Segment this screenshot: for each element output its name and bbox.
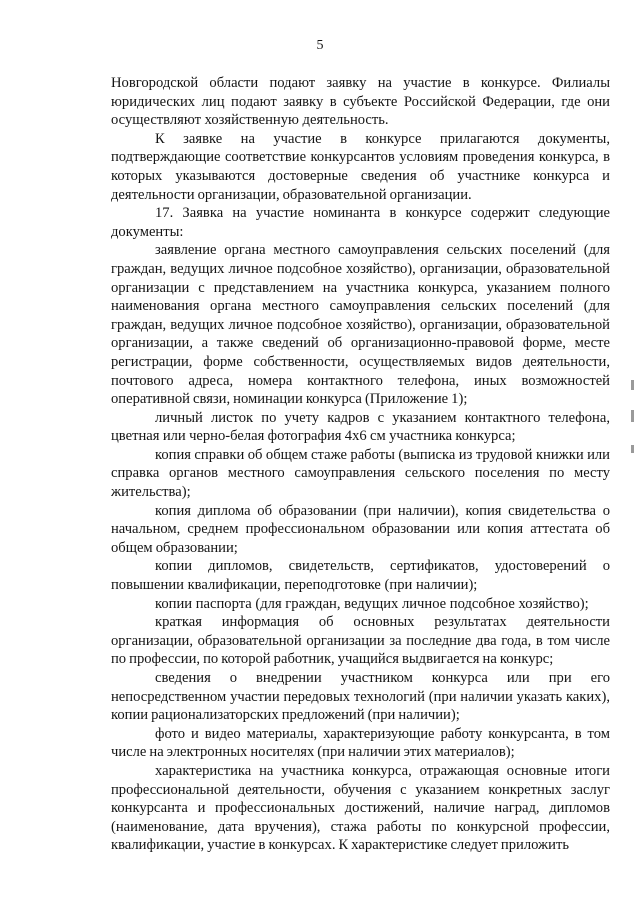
paragraph-education-diploma: копия диплома об образовании (при наличии), копия свидетельства о начальном, среднем профессиональном образовании или копия аттестата об общем образовании; xyxy=(111,502,610,556)
page-number: 5 xyxy=(316,38,324,53)
paragraph-certificates: копии дипломов, свидетельств, сертификатов, удостоверений о повышении квалификации, переподготовке (при наличии); xyxy=(111,558,610,594)
paragraph-technologies: сведения о внедрении участником конкурса или при его непосредственном участии передовых технологий (при наличии указать каких), копии рационализаторских предложений (при наличии); xyxy=(111,670,610,724)
paragraph-characteristic: характеристика на участника конкурса, отражающая основные итоги профессиональной деятельности, обучения с указанием конкретных заслуг конкурсанта и профессиональных достижений, наличие наград, дипломов (наименование, дата вручения), стажа работы по конкурсной профессии, квалификации, участие в конкурсах. К характеристике следует приложить xyxy=(111,762,610,854)
document-body xyxy=(111,74,610,855)
paragraph-personnel-sheet: личный листок по учету кадров с указанием контактного телефона, цветная или черно-белая фотография 4х6 см участника конкурса; xyxy=(111,409,610,445)
paragraph-passport: копии паспорта (для граждан, ведущих личное подсобное хозяйство); xyxy=(155,595,589,612)
paragraph-work-experience: копия справки об общем стаже работы (выписка из трудовой книжки или справка органов местного самоуправления сельского поселения по месту жительства); xyxy=(111,446,610,501)
paragraph-branches: Новгородской области подают заявку на участие в конкурсе. Филиалы юридических лиц подают заявку в субъекте Российской Федерации, где они осуществляют хозяйственную деятельность. xyxy=(111,75,610,129)
scan-edge-mark xyxy=(631,445,634,453)
scan-edge-mark xyxy=(631,410,634,422)
paragraph-photo-video: фото и видео материалы, характеризующие работу конкурсанта, в том числе на электронных носителях (при наличии этих материалов); xyxy=(111,725,610,761)
scan-edge-mark xyxy=(631,380,634,390)
paragraph-application-statement: заявление органа местного самоуправления сельских поселений (для граждан, ведущих личное подсобное хозяйство), организации, образовательной организации с представлением на участника конкурса, указанием полного наименования органа местного самоуправления сельских поселений (для граждан, ведущих личное подсобное хозяйство), организации, образовательной организации, а также сведений об организационно-правовой форме, месте регистрации, форме собственности, осуществляемых видов деятельности, почтового адреса, номера контактного телефона, иных возможностей оперативной связи, номинации конкурса (Приложение 1); xyxy=(111,242,610,408)
paragraph-attached-documents: К заявке на участие в конкурсе прилагаются документы, подтверждающие соответствие конкурсантов условиям проведения конкурса, в которых указываются достоверные сведения об участнике конкурса и деятельности организации, образовательной организации. xyxy=(111,130,610,203)
paragraph-brief-info: краткая информация об основных результатах деятельности организации, образовательной организации за последние два года, в том числе по профессии, по которой работник, учащийся выдвигается на конкурс; xyxy=(111,614,610,668)
paragraph-item-17: 17. Заявка на участие номинанта в конкурсе содержит следующие документы: xyxy=(111,205,610,240)
